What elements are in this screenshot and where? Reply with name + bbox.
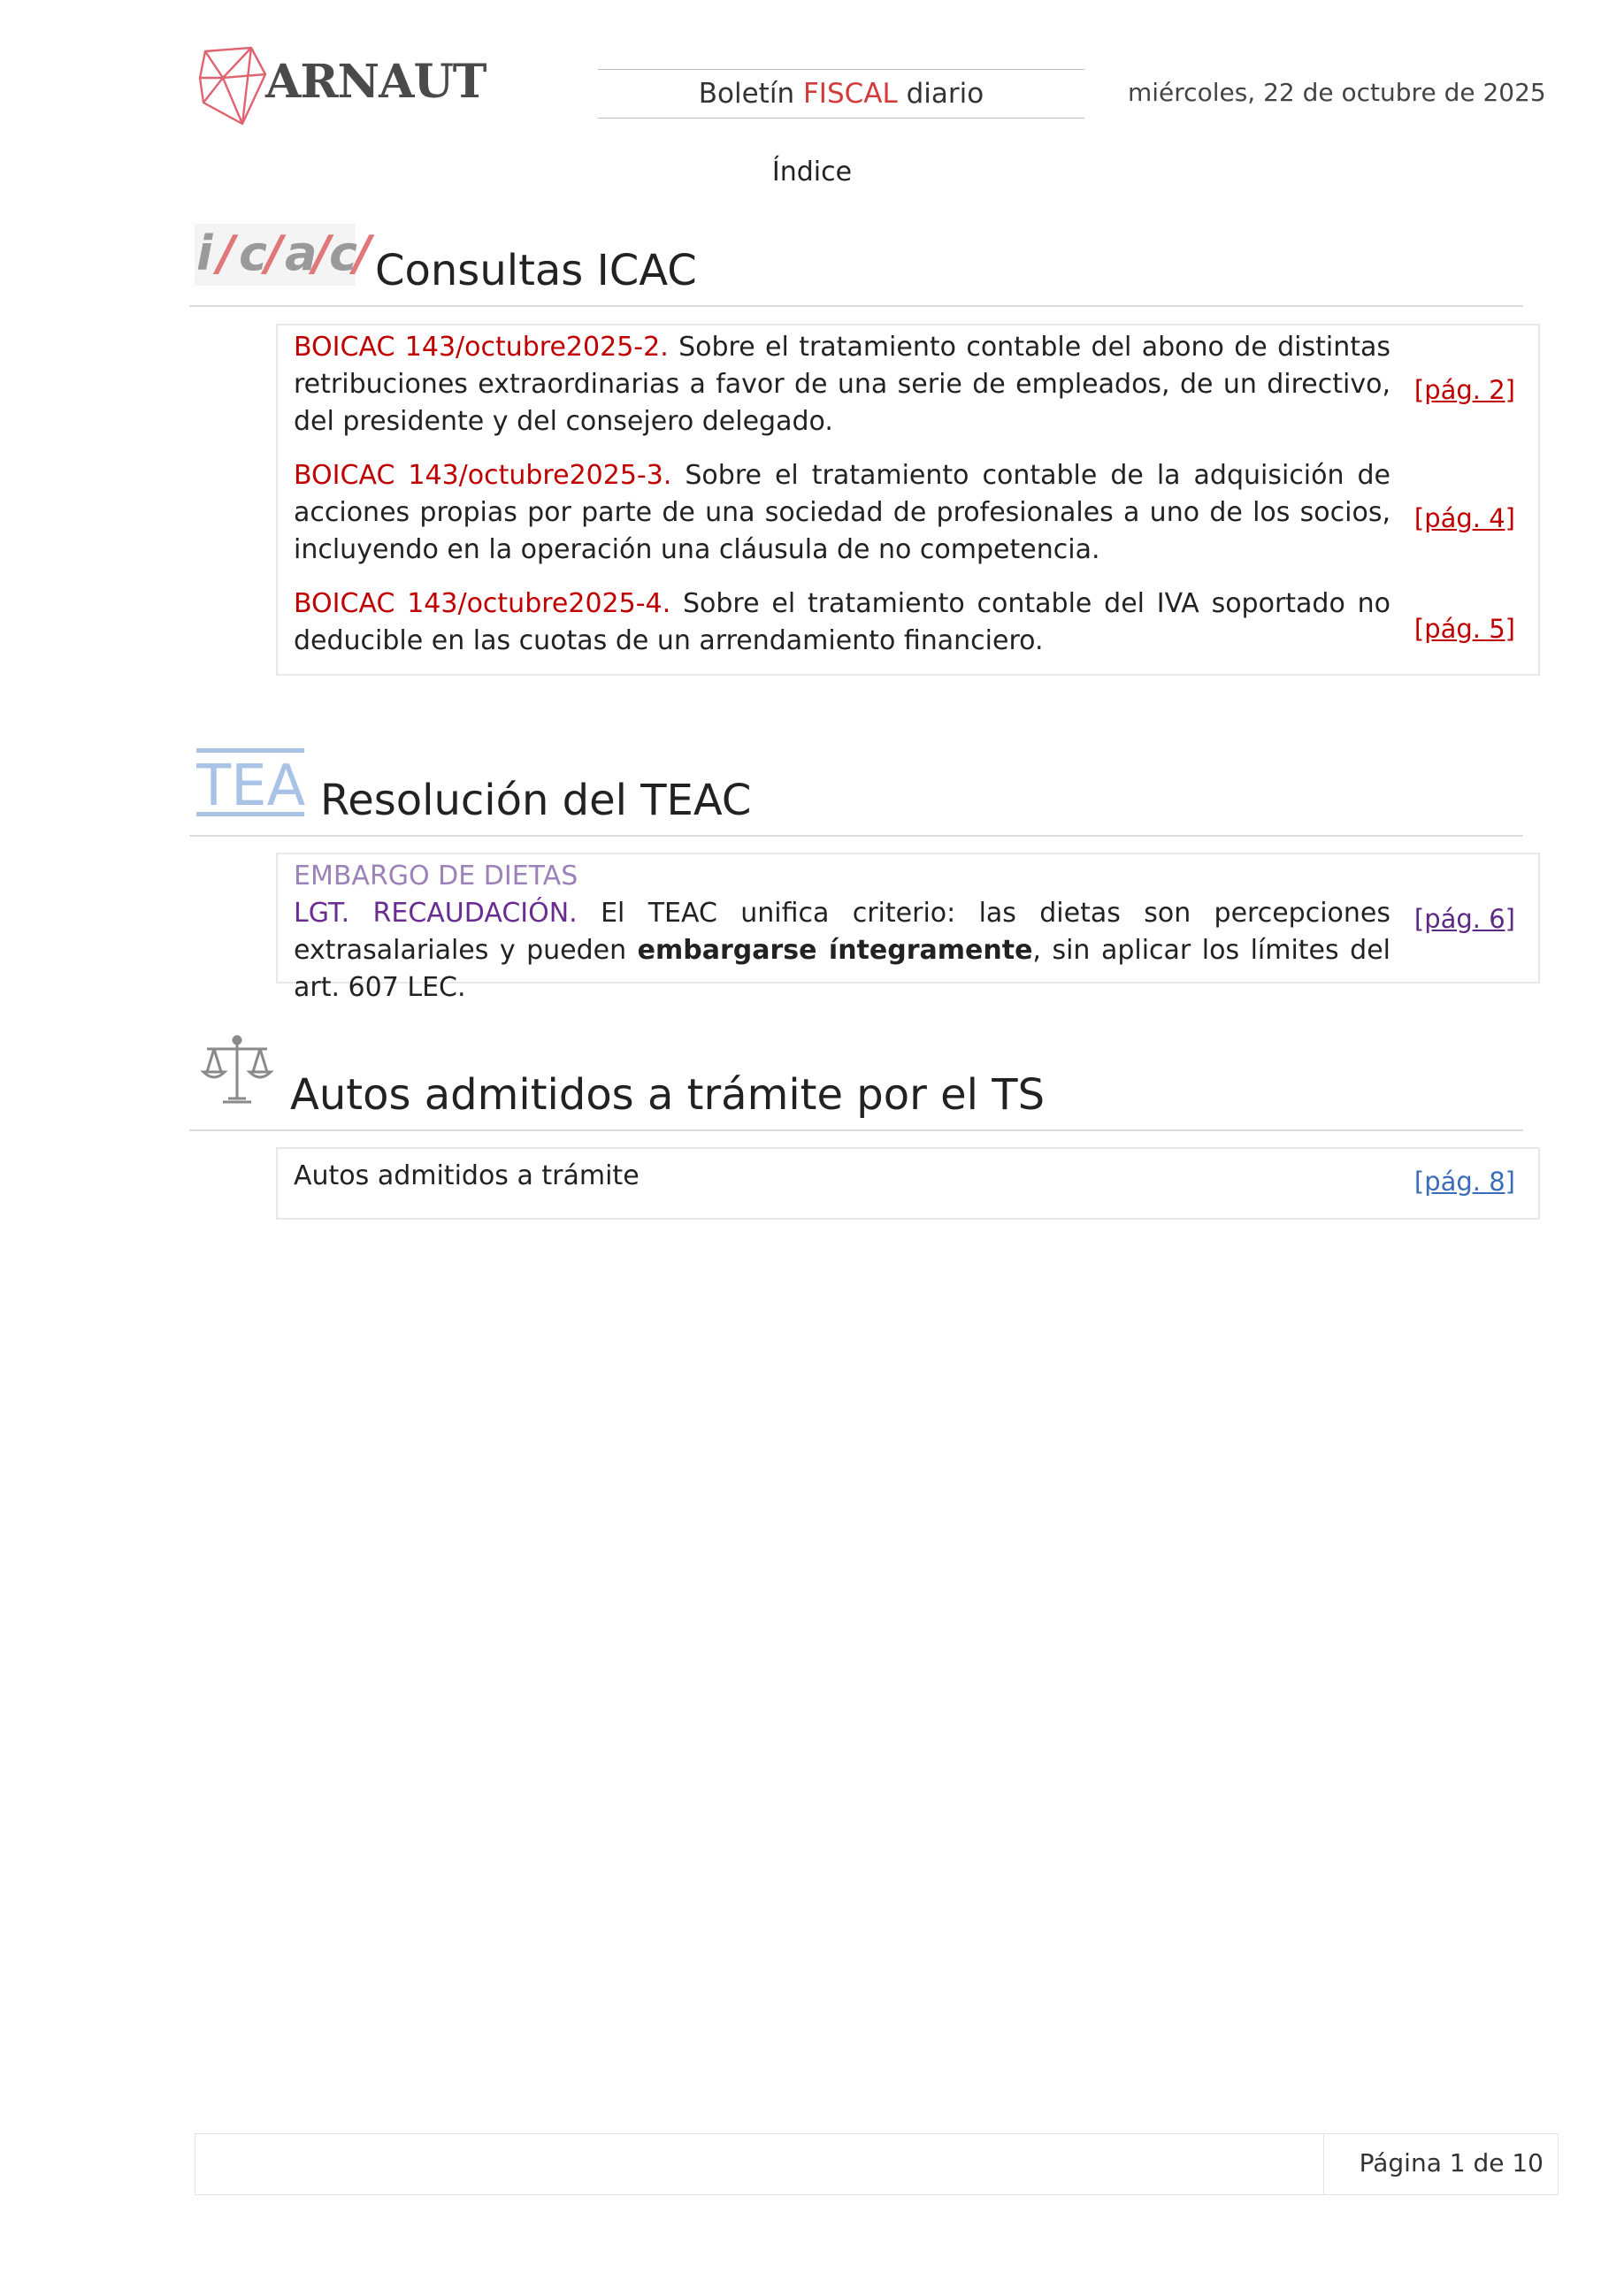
entry-text-pre: El TEAC unifica criterio: las dietas son percepciones extrasalariales y pueden bbox=[294, 898, 1390, 966]
icac-logo-slash: / bbox=[265, 226, 283, 281]
scales-icon bbox=[200, 1033, 274, 1107]
section-title-teac: Resolución del TEAC bbox=[320, 776, 752, 825]
icac-entry bbox=[294, 329, 1390, 440]
bulletin-title bbox=[598, 69, 1084, 119]
teac-entry bbox=[294, 858, 1390, 1006]
page-number: Página 1 de 10 bbox=[1359, 2148, 1544, 2177]
icac-logo-slash: / bbox=[218, 226, 235, 281]
entry-ref: BOICAC 143/octubre2025-2. bbox=[294, 332, 669, 363]
logo-wordmark: ARNAUT bbox=[265, 55, 486, 109]
icac-logo-slash: / bbox=[354, 226, 372, 281]
section-divider bbox=[189, 1129, 1523, 1131]
page-link[interactable]: [pág. 2] bbox=[1413, 375, 1515, 405]
footer-divider bbox=[1323, 2134, 1324, 2194]
icac-entries-box bbox=[276, 324, 1540, 676]
icac-logo-letter: i bbox=[196, 226, 213, 281]
icac-entry bbox=[294, 457, 1390, 569]
page-link[interactable]: [pág. 4] bbox=[1413, 503, 1515, 533]
page-footer bbox=[195, 2133, 1559, 2195]
arnaut-crystal-icon bbox=[196, 42, 267, 131]
tea-logo-text: TEA bbox=[196, 754, 306, 819]
title-post: diario bbox=[906, 78, 984, 110]
section-title-icac: Consultas ICAC bbox=[375, 246, 697, 295]
entry-text: Sobre el tratamiento contable del IVA soportado no deducible en las cuotas de un arrendamiento financiero. bbox=[294, 588, 1391, 656]
entry-text: Sobre el tratamiento contable de la adquisición de acciones propias por parte de una sociedad de profesionales a uno de los socios, incluyendo en la operación una cláusula de no competencia. bbox=[294, 460, 1391, 565]
entry-ref: LGT. RECAUDACIÓN. bbox=[294, 898, 578, 929]
section-divider bbox=[189, 835, 1523, 837]
bulletin-date: miércoles, 22 de octubre de 2025 bbox=[1128, 78, 1546, 107]
entry-ref: BOICAC 143/octubre2025-3. bbox=[294, 460, 672, 491]
entry-text-post: , sin aplicar los límites del art. 607 LEC. bbox=[294, 935, 1390, 1003]
page-link[interactable]: [pág. 5] bbox=[1413, 614, 1515, 644]
title-pre: Boletín bbox=[698, 78, 795, 110]
entry-text-bold: embargarse íntegramente bbox=[637, 935, 1033, 966]
section-title-ts: Autos admitidos a trámite por el TS bbox=[290, 1070, 1046, 1120]
page-link[interactable]: [pág. 6] bbox=[1413, 904, 1515, 934]
index-heading: Índice bbox=[771, 157, 853, 188]
page-link[interactable]: [pág. 8] bbox=[1413, 1167, 1515, 1197]
teac-entry-box bbox=[276, 853, 1540, 1003]
tea-logo bbox=[196, 745, 308, 819]
entry-ref: BOICAC 143/octubre2025-4. bbox=[294, 588, 671, 619]
icac-logo bbox=[195, 224, 372, 286]
ts-entry-box bbox=[276, 1147, 1540, 1220]
tea-logo-icon bbox=[196, 745, 308, 819]
icac-logo-letter: c bbox=[329, 226, 358, 281]
ts-entry: Autos admitidos a trámite bbox=[294, 1160, 640, 1191]
title-accent: FISCAL bbox=[802, 78, 898, 110]
icac-logo-letter: c bbox=[239, 226, 268, 281]
icac-logo-slash: / bbox=[313, 226, 331, 281]
icac-logo-letter: a bbox=[285, 226, 318, 281]
entry-text: Sobre el tratamiento contable del abono de distintas retribuciones extraordinarias a favor de una serie de empleados, de un directivo, del presidente y del consejero delegado. bbox=[294, 332, 1390, 437]
section-divider bbox=[189, 305, 1523, 307]
entry-category: EMBARGO DE DIETAS bbox=[294, 861, 578, 892]
icac-entry bbox=[294, 585, 1390, 660]
